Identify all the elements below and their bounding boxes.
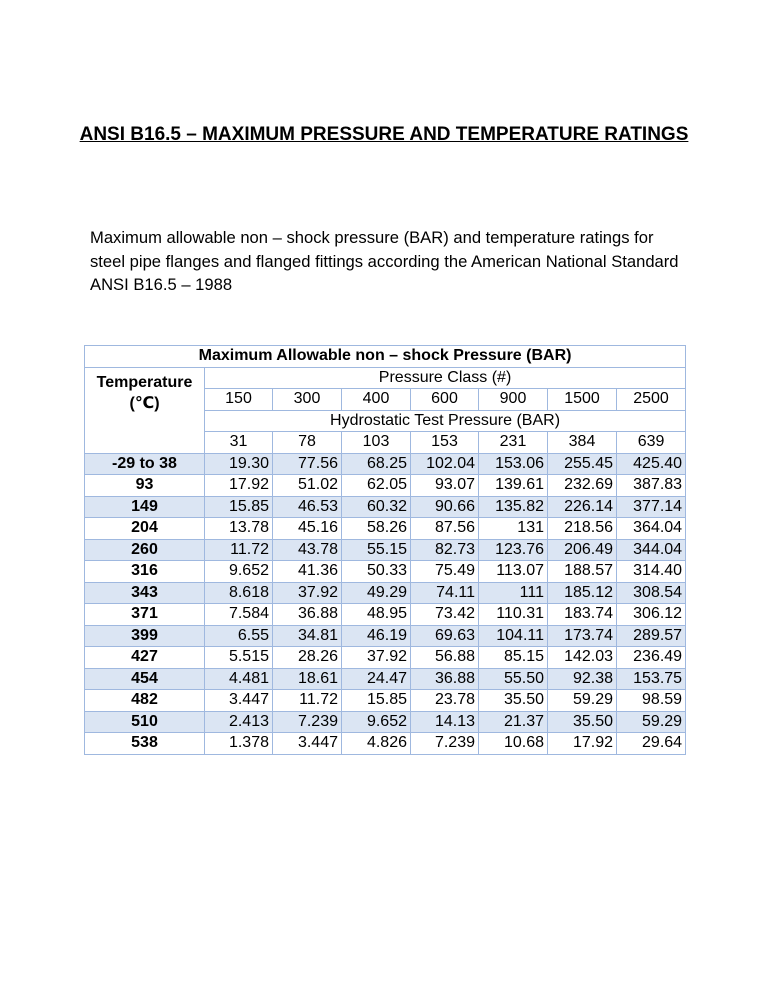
pressure-value-cell: 2.413: [205, 711, 273, 733]
pressure-value-cell: 1.378: [205, 733, 273, 755]
table-row: [85, 475, 686, 497]
pressure-value-cell: 28.26: [273, 647, 342, 669]
pressure-value-cell: 13.78: [205, 518, 273, 540]
hydrostatic-value-cell: 384: [548, 432, 617, 454]
pressure-value-cell: 36.88: [273, 604, 342, 626]
temperature-header: Temperature (℃): [85, 367, 205, 453]
hydrostatic-value-cell: 153: [411, 432, 479, 454]
pressure-value-cell: 41.36: [273, 561, 342, 583]
pressure-value-cell: 377.14: [617, 496, 686, 518]
temperature-cell: 482: [85, 690, 205, 712]
pressure-value-cell: 3.447: [273, 733, 342, 755]
pressure-value-cell: 92.38: [548, 668, 617, 690]
pressure-value-cell: 8.618: [205, 582, 273, 604]
pressure-value-cell: 102.04: [411, 453, 479, 475]
pressure-value-cell: 364.04: [617, 518, 686, 540]
pressure-value-cell: 35.50: [548, 711, 617, 733]
temperature-cell: 427: [85, 647, 205, 669]
pressure-value-cell: 232.69: [548, 475, 617, 497]
pressure-value-cell: 9.652: [205, 561, 273, 583]
pressure-value-cell: 15.85: [342, 690, 411, 712]
pressure-value-cell: 3.447: [205, 690, 273, 712]
hydrostatic-value-cell: 639: [617, 432, 686, 454]
pressure-value-cell: 110.31: [479, 604, 548, 626]
pressure-value-cell: 344.04: [617, 539, 686, 561]
pressure-class-cell: 1500: [548, 389, 617, 411]
pressure-value-cell: 45.16: [273, 518, 342, 540]
pressure-value-cell: 74.11: [411, 582, 479, 604]
temperature-cell: -29 to 38: [85, 453, 205, 475]
pressure-value-cell: 183.74: [548, 604, 617, 626]
pressure-value-cell: 218.56: [548, 518, 617, 540]
pressure-value-cell: 153.75: [617, 668, 686, 690]
pressure-value-cell: 68.25: [342, 453, 411, 475]
table-row: [85, 453, 686, 475]
pressure-value-cell: 69.63: [411, 625, 479, 647]
pressure-value-cell: 387.83: [617, 475, 686, 497]
pressure-value-cell: 35.50: [479, 690, 548, 712]
pressure-value-cell: 73.42: [411, 604, 479, 626]
temperature-cell: 343: [85, 582, 205, 604]
pressure-value-cell: 236.49: [617, 647, 686, 669]
pressure-class-cell: 150: [205, 389, 273, 411]
pressure-value-cell: 17.92: [205, 475, 273, 497]
pressure-value-cell: 46.19: [342, 625, 411, 647]
pressure-value-cell: 17.92: [548, 733, 617, 755]
pressure-value-cell: 59.29: [548, 690, 617, 712]
pressure-value-cell: 24.47: [342, 668, 411, 690]
temperature-cell: 149: [85, 496, 205, 518]
hydrostatic-value-cell: 103: [342, 432, 411, 454]
temperature-cell: 538: [85, 733, 205, 755]
pressure-value-cell: 56.88: [411, 647, 479, 669]
temperature-cell: 204: [85, 518, 205, 540]
pressure-value-cell: 15.85: [205, 496, 273, 518]
pressure-value-cell: 314.40: [617, 561, 686, 583]
pressure-class-cell: 600: [411, 389, 479, 411]
table-row: [85, 711, 686, 733]
pressure-value-cell: 7.584: [205, 604, 273, 626]
pressure-value-cell: 90.66: [411, 496, 479, 518]
pressure-value-cell: 289.57: [617, 625, 686, 647]
pressure-value-cell: 98.59: [617, 690, 686, 712]
pressure-value-cell: 62.05: [342, 475, 411, 497]
pressure-value-cell: 7.239: [411, 733, 479, 755]
pressure-value-cell: 131: [479, 518, 548, 540]
pressure-value-cell: 59.29: [617, 711, 686, 733]
temperature-cell: 316: [85, 561, 205, 583]
table-caption: Maximum Allowable non – shock Pressure (BAR): [85, 346, 686, 368]
table-row: [85, 582, 686, 604]
pressure-value-cell: 10.68: [479, 733, 548, 755]
temperature-cell: 454: [85, 668, 205, 690]
table-row: [85, 733, 686, 755]
pressure-value-cell: 48.95: [342, 604, 411, 626]
pressure-value-cell: 75.49: [411, 561, 479, 583]
pressure-class-cell: 400: [342, 389, 411, 411]
pressure-class-cell: 900: [479, 389, 548, 411]
table-row: [85, 496, 686, 518]
pressure-value-cell: 226.14: [548, 496, 617, 518]
pressure-value-cell: 46.53: [273, 496, 342, 518]
temperature-cell: 93: [85, 475, 205, 497]
pressure-value-cell: 87.56: [411, 518, 479, 540]
pressure-class-header: Pressure Class (#): [205, 367, 686, 389]
pressure-value-cell: 308.54: [617, 582, 686, 604]
pressure-value-cell: 21.37: [479, 711, 548, 733]
pressure-value-cell: 173.74: [548, 625, 617, 647]
pressure-value-cell: 14.13: [411, 711, 479, 733]
pressure-class-cell: 2500: [617, 389, 686, 411]
table-row: [85, 625, 686, 647]
pressure-value-cell: 34.81: [273, 625, 342, 647]
pressure-value-cell: 113.07: [479, 561, 548, 583]
table-row: [85, 668, 686, 690]
temperature-cell: 510: [85, 711, 205, 733]
pressure-value-cell: 58.26: [342, 518, 411, 540]
pressure-value-cell: 153.06: [479, 453, 548, 475]
pressure-value-cell: 36.88: [411, 668, 479, 690]
pressure-value-cell: 135.82: [479, 496, 548, 518]
pressure-value-cell: 4.481: [205, 668, 273, 690]
table-body: [85, 346, 686, 755]
table-row: [85, 690, 686, 712]
table-row: [85, 539, 686, 561]
pressure-value-cell: 85.15: [479, 647, 548, 669]
hydrostatic-value-cell: 31: [205, 432, 273, 454]
hydrostatic-value-cell: 231: [479, 432, 548, 454]
pressure-value-cell: 43.78: [273, 539, 342, 561]
pressure-value-cell: 425.40: [617, 453, 686, 475]
pressure-value-cell: 5.515: [205, 647, 273, 669]
pressure-value-cell: 11.72: [205, 539, 273, 561]
pressure-value-cell: 255.45: [548, 453, 617, 475]
pressure-value-cell: 82.73: [411, 539, 479, 561]
pressure-value-cell: 19.30: [205, 453, 273, 475]
pressure-value-cell: 123.76: [479, 539, 548, 561]
pressure-value-cell: 104.11: [479, 625, 548, 647]
pressure-value-cell: 188.57: [548, 561, 617, 583]
pressure-value-cell: 206.49: [548, 539, 617, 561]
pressure-rating-table: [84, 345, 686, 755]
pressure-value-cell: 306.12: [617, 604, 686, 626]
table-row: [85, 518, 686, 540]
pressure-value-cell: 49.29: [342, 582, 411, 604]
pressure-value-cell: 93.07: [411, 475, 479, 497]
table-row: [85, 604, 686, 626]
pressure-value-cell: 55.15: [342, 539, 411, 561]
pressure-value-cell: 111: [479, 582, 548, 604]
table-row: [85, 561, 686, 583]
table-row: [85, 647, 686, 669]
pressure-value-cell: 6.55: [205, 625, 273, 647]
intro-paragraph: Maximum allowable non – shock pressure (BAR) and temperature ratings for steel pipe flanges and flanged fittings according the American National Standard ANSI B16.5 – 1988: [90, 228, 679, 294]
pressure-value-cell: 7.239: [273, 711, 342, 733]
pressure-value-cell: 37.92: [273, 582, 342, 604]
temperature-cell: 371: [85, 604, 205, 626]
hydrostatic-value-cell: 78: [273, 432, 342, 454]
temperature-cell: 260: [85, 539, 205, 561]
pressure-value-cell: 55.50: [479, 668, 548, 690]
pressure-value-cell: 60.32: [342, 496, 411, 518]
pressure-value-cell: 23.78: [411, 690, 479, 712]
pressure-value-cell: 77.56: [273, 453, 342, 475]
pressure-value-cell: 185.12: [548, 582, 617, 604]
pressure-value-cell: 50.33: [342, 561, 411, 583]
document-title: ANSI B16.5 – MAXIMUM PRESSURE AND TEMPERATURE RATINGS: [79, 124, 689, 145]
pressure-value-cell: 4.826: [342, 733, 411, 755]
pressure-value-cell: 142.03: [548, 647, 617, 669]
pressure-value-cell: 9.652: [342, 711, 411, 733]
pressure-value-cell: 37.92: [342, 647, 411, 669]
pressure-value-cell: 18.61: [273, 668, 342, 690]
pressure-value-cell: 139.61: [479, 475, 548, 497]
temperature-cell: 399: [85, 625, 205, 647]
pressure-value-cell: 29.64: [617, 733, 686, 755]
pressure-value-cell: 11.72: [273, 690, 342, 712]
hydrostatic-header: Hydrostatic Test Pressure (BAR): [205, 410, 686, 432]
pressure-value-cell: 51.02: [273, 475, 342, 497]
pressure-class-cell: 300: [273, 389, 342, 411]
